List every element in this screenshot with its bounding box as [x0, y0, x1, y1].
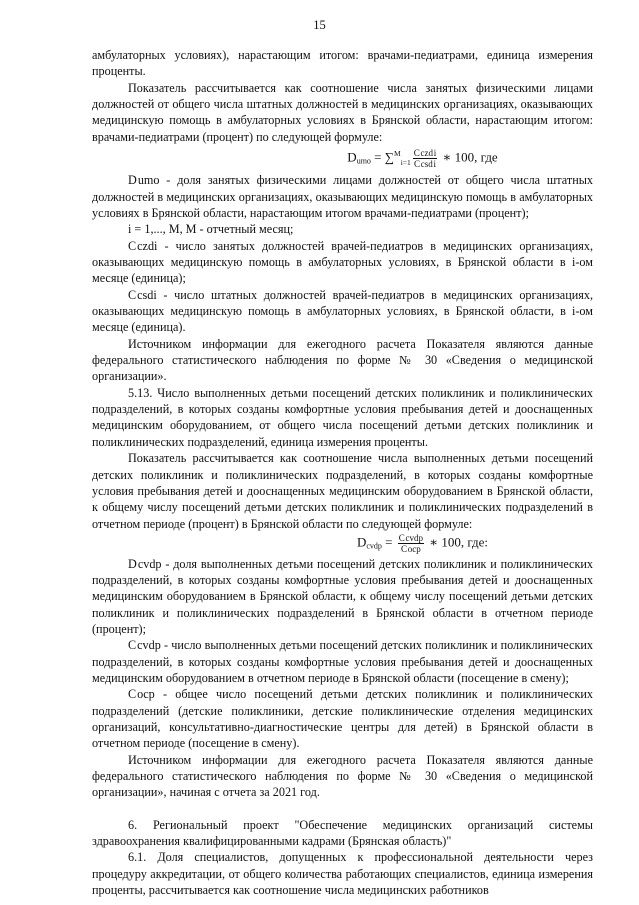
formula-equals: = — [370, 149, 385, 165]
sum-sign: ∑ — [384, 149, 395, 165]
formula-lhs: D — [356, 534, 367, 550]
fraction-numerator: C czd i — [413, 148, 437, 159]
document-body — [92, 47, 593, 898]
paragraph: Источником информации для ежегодного расчета Показателя являются данные федерального статистического наблюдения по форме № 30 «Сведения о медицинской организации». — [92, 336, 593, 384]
formula-tail: ∗ 100, где — [439, 149, 498, 165]
paragraph: D cvdp - доля выполненных детьми посещений детских поликлиник и поликлинических подразделений, в которых созданы комфортные условия пребывания детей и дооснащенных медицинским оборудованием в Брянской области, к общему числу посещений детьми детских поликлиник и поликлинических подразделений в Брянской области в отчетном периоде (процент); — [92, 556, 593, 636]
paragraph: C ocp - общее число посещений детьми детских поликлиник и поликлинических подразделений (детские поликлиники, детские поликлинические отделения медицинских организаций, консультативно-диагностические центры для детей) в Брянской области в отчетном периоде (посещение в смену). — [92, 687, 593, 751]
sum-upper-limit: M — [394, 149, 401, 159]
fraction-numerator: C cvdp — [398, 532, 423, 543]
paragraph: C csdi - число штатных должностей врачей-педиатров в медицинских организациях, оказывающих медицинскую помощь в амбулаторных условиях, в Брянской области, в i-ом месяце (единица). — [92, 287, 593, 335]
formula-sum — [385, 146, 411, 171]
formula-lhs: D — [347, 149, 357, 165]
formula-dumo — [92, 146, 593, 171]
paragraph: Показатель рассчитывается как соотношение числа выполненных детьми посещений детских поликлиник и поликлинических подразделений, в которых созданы комфортные условия пребывания детей и дооснащенных медицинским оборудованием в Брянской области, к общему числу посещений детьми детских поликлиник и поликлинических подразделений в отчетном периоде (процент) в Брянской области по следующей формуле: — [92, 451, 593, 531]
page-number: 15 — [313, 18, 326, 32]
paragraph: Источником информации для ежегодного расчета Показателя являются данные федерального статистического наблюдения по форме № 30 «Сведения о медицинской организации», начиная с отчета за 2021 год. — [92, 752, 593, 800]
fraction-denominator: C csd i — [414, 159, 437, 170]
fraction-denominator: C ocp — [401, 543, 421, 554]
formula-lhs-subscript: cvdp — [366, 541, 382, 551]
paragraph: 6.1. Доля специалистов, допущенных к профессиональной деятельности через процедуру аккредитации, от общего количества работающих специалистов, единица измерения проценты, рассчитывается как соотношение числа медицинских работников — [92, 850, 593, 898]
section-heading: 6. Региональный проект "Обеспечение медицинских организаций системы здравоохранения квалифицированными кадрами (Брянская область)" — [92, 817, 593, 849]
paragraph: C cvdp - число выполненных детьми посещений детских поликлиник и поликлинических подразделений, в которых созданы комфортные условия пребывания детей и дооснащенных медицинским оборудованием в отчетном периоде в Брянской области (посещение в смену); — [92, 638, 593, 685]
paragraph: амбулаторных условиях), нарастающим итогом: врачами-педиатрами, единица измерения проценты. — [92, 48, 593, 79]
paragraph: i = 1,..., M, M - отчетный месяц; — [128, 222, 294, 237]
paragraph: D umo - доля занятых физическими лицами должностей от общего числа штатных должностей в медицинских организациях, оказывающих медицинскую помощь в амбулаторных условиях в Брянской области, нарастающим итогом врачами-педиатрами (процент); — [92, 173, 593, 221]
formula-fraction — [398, 533, 424, 554]
formula-equals: = — [381, 534, 396, 550]
formula-fraction — [413, 148, 438, 169]
formula-dcvdp — [92, 533, 593, 555]
paragraph: Показатель рассчитывается как соотношение числа занятых физическими лицами должностей от общего числа штатных должностей в медицинских организациях, оказывающих медицинскую помощь в амбулаторных условиях в Брянской области, нарастающим итогом: врачами-педиатрами (процент) по следующей формуле: — [92, 80, 593, 144]
paragraph: 5.13. Число выполненных детьми посещений детских поликлиник и поликлинических подразделений, в которых созданы комфортные условия пребывания детей и дооснащенных медицинским оборудованием, от общего числа посещений детьми детских поликлиник и поликлинических подразделений, единица измерения проценты. — [92, 385, 593, 449]
formula-tail: ∗ 100, где: — [426, 534, 489, 550]
paragraph: C czdi - число занятых должностей врачей-педиатров в медицинских организациях, оказывающих медицинскую помощь в амбулаторных условиях, в Брянской области в i-ом месяце (единица); — [92, 238, 593, 286]
sum-lower-limit: i=1 — [400, 157, 411, 167]
formula-lhs-subscript: umo — [356, 156, 371, 166]
